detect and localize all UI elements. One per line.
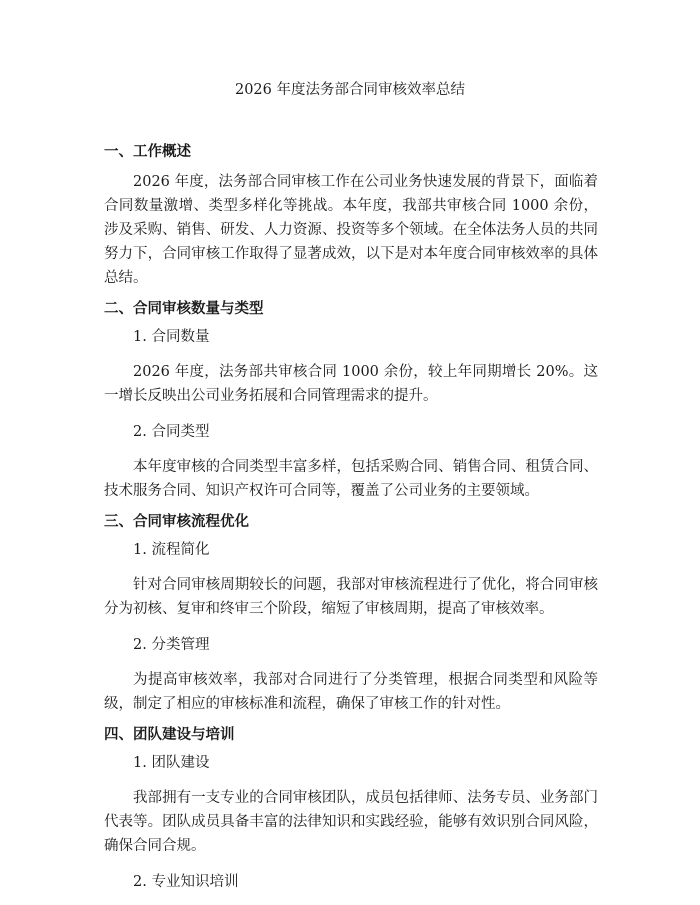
process-simplification-paragraph: 针对合同审核周期较长的问题，我部对审核流程进行了优化，将合同审核分为初核、复审和终审三个阶段，缩短了审核周期，提高了审核效率。: [104, 577, 598, 617]
section-heading-team-training: 四、团队建设与培训: [104, 727, 235, 743]
subheading-team-building: 1. 团队建设: [133, 755, 210, 771]
subheading-contract-types: 2. 合同类型: [133, 424, 210, 440]
contract-quantity-paragraph: 2026 年度，法务部共审核合同 1000 余份，较上年同期增长 20%。这一增长反映出公司业务拓展和合同管理需求的提升。: [104, 364, 598, 404]
section-heading-overview: 一、工作概述: [104, 144, 191, 160]
subheading-classification-management: 2. 分类管理: [133, 637, 210, 653]
document-body: [104, 142, 598, 892]
team-building-paragraph: 我部拥有一支专业的合同审核团队，成员包括律师、法务专员、业务部门代表等。团队成员具备丰富的法律知识和实践经验，能够有效识别合同风险，确保合同合规。: [104, 790, 598, 854]
section-heading-quantity-types: 二、合同审核数量与类型: [104, 301, 264, 317]
subheading-process-simplification: 1. 流程简化: [133, 542, 210, 558]
document-title: 2026 年度法务部合同审核效率总结: [234, 82, 465, 98]
classification-management-paragraph: 为提高审核效率，我部对合同进行了分类管理，根据合同类型和风险等级，制定了相应的审核标准和流程，确保了审核工作的针对性。: [104, 672, 598, 712]
contract-types-paragraph: 本年度审核的合同类型丰富多样，包括采购合同、销售合同、租赁合同、技术服务合同、知识产权许可合同等，覆盖了公司业务的主要领域。: [104, 459, 598, 499]
section-heading-process-optimization: 三、合同审核流程优化: [104, 514, 249, 530]
subheading-professional-training: 2. 专业知识培训: [133, 874, 239, 890]
subheading-contract-quantity: 1. 合同数量: [133, 329, 210, 345]
overview-paragraph: 2026 年度，法务部合同审核工作在公司业务快速发展的背景下，面临着合同数量激增、类型多样化等挑战。本年度，我部共审核合同 1000 余份，涉及采购、销售、研发、人力资源、投资等多个领域。在全体法务人员的共同努力下，合同审核工作取得了显著成效，以下是对本年度合同审核效率的具体总结。: [104, 174, 598, 286]
